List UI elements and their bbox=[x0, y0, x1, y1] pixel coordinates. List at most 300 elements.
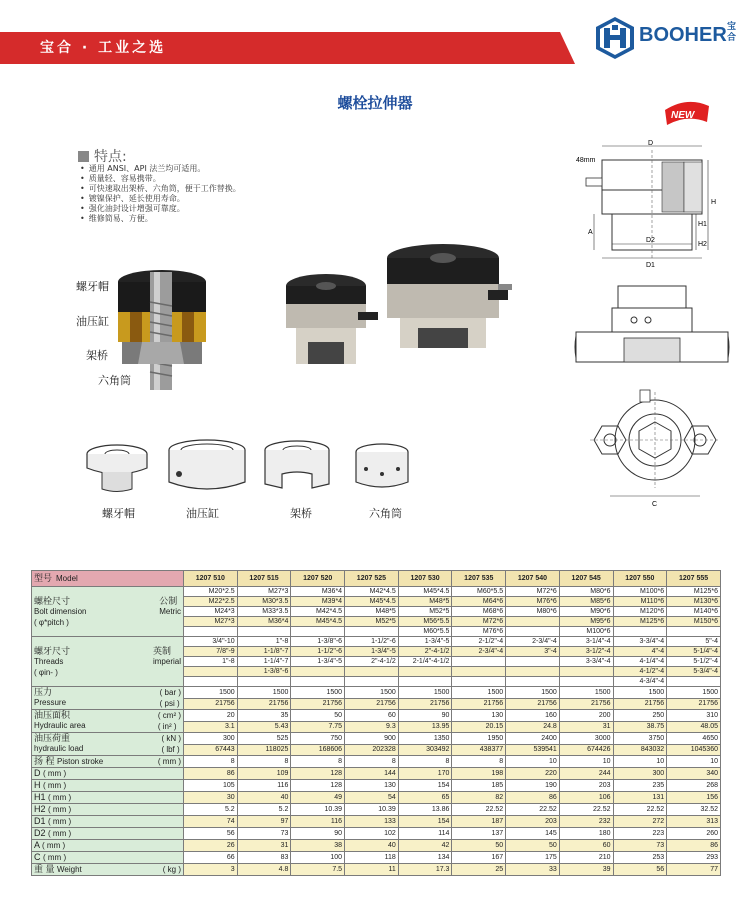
row-label: H ( mm ) bbox=[32, 780, 184, 792]
table-cell: 128 bbox=[291, 768, 345, 780]
model-column-header: 1207 515 bbox=[237, 571, 291, 587]
table-cell: M130*6 bbox=[667, 597, 721, 607]
table-cell: 20.15 bbox=[452, 721, 506, 733]
table-cell bbox=[184, 677, 238, 687]
table-cell: M72*6 bbox=[452, 617, 506, 627]
table-header-row bbox=[32, 571, 721, 587]
table-cell: 7.5 bbox=[291, 864, 345, 876]
table-cell: M52*5 bbox=[345, 617, 399, 627]
table-cell: 187 bbox=[452, 816, 506, 828]
table-cell: 118 bbox=[345, 852, 399, 864]
table-cell bbox=[345, 667, 399, 677]
table-cell: 180 bbox=[559, 828, 613, 840]
table-cell: 1045360 bbox=[667, 744, 721, 756]
table-cell: 3"-4 bbox=[506, 647, 560, 657]
table-cell: 60 bbox=[559, 840, 613, 852]
table-cell: 8 bbox=[398, 756, 452, 768]
table-cell: M60*5.5 bbox=[398, 627, 452, 637]
booher-logo-icon bbox=[593, 16, 637, 60]
table-cell: 1"-8 bbox=[184, 657, 238, 667]
table-cell: M39*4 bbox=[291, 597, 345, 607]
table-cell: M125*6 bbox=[613, 617, 667, 627]
table-row bbox=[32, 828, 721, 840]
table-cell bbox=[237, 627, 291, 637]
table-cell: 50 bbox=[291, 710, 345, 722]
table-cell: 750 bbox=[291, 733, 345, 745]
table-cell: 21756 bbox=[345, 698, 399, 710]
table-cell bbox=[184, 627, 238, 637]
table-cell bbox=[613, 627, 667, 637]
table-row bbox=[32, 792, 721, 804]
feature-item: • 质量轻、容易携带。 bbox=[80, 174, 241, 184]
table-cell: M24*3 bbox=[184, 607, 238, 617]
table-cell: 4.8 bbox=[237, 864, 291, 876]
row-label: ( cm² ) ( in² ) 油压面积 Hydraulic area bbox=[32, 710, 184, 733]
plan-drawing bbox=[570, 384, 740, 514]
table-cell: M48*5 bbox=[398, 597, 452, 607]
row-label: D2 ( mm ) bbox=[32, 828, 184, 840]
table-cell: M27*3 bbox=[237, 587, 291, 597]
table-cell: 244 bbox=[559, 768, 613, 780]
row-label: ( bar ) ( psi ) 压力 Pressure bbox=[32, 687, 184, 710]
table-cell: 35 bbox=[237, 710, 291, 722]
table-cell: 8 bbox=[291, 756, 345, 768]
table-row bbox=[32, 864, 721, 876]
table-cell: 25 bbox=[452, 864, 506, 876]
table-row bbox=[32, 768, 721, 780]
table-cell: 90 bbox=[291, 828, 345, 840]
table-cell: 4-3/4"-4 bbox=[613, 677, 667, 687]
table-row bbox=[32, 756, 721, 768]
table-cell: 131 bbox=[613, 792, 667, 804]
section-drawing bbox=[572, 140, 732, 270]
table-cell: 156 bbox=[667, 792, 721, 804]
table-cell: 168606 bbox=[291, 744, 345, 756]
table-cell: M140*6 bbox=[667, 607, 721, 617]
table-cell: 1-1/4"-7 bbox=[237, 657, 291, 667]
table-cell: 3-3/4"-4 bbox=[613, 637, 667, 647]
table-cell: M100*6 bbox=[613, 587, 667, 597]
table-cell bbox=[237, 677, 291, 687]
table-cell: 130 bbox=[452, 710, 506, 722]
table-cell: 200 bbox=[559, 710, 613, 722]
table-cell: 1500 bbox=[345, 687, 399, 699]
table-cell: 90 bbox=[398, 710, 452, 722]
table-cell: 86 bbox=[506, 792, 560, 804]
table-row bbox=[32, 816, 721, 828]
table-cell: 50 bbox=[452, 840, 506, 852]
table-cell: 56 bbox=[184, 828, 238, 840]
table-cell: 42 bbox=[398, 840, 452, 852]
table-cell: 340 bbox=[667, 768, 721, 780]
table-cell bbox=[345, 627, 399, 637]
table-cell: 10 bbox=[667, 756, 721, 768]
table-cell: 26 bbox=[184, 840, 238, 852]
new-badge-icon bbox=[662, 98, 712, 128]
features-title: 特点: bbox=[78, 146, 127, 166]
table-cell: 56 bbox=[613, 864, 667, 876]
feature-item: • 可快速取出架桥、六角筒，便于工作替换。 bbox=[80, 184, 241, 194]
table-cell: 116 bbox=[237, 780, 291, 792]
table-cell: M110*6 bbox=[613, 597, 667, 607]
table-cell: M72*6 bbox=[506, 587, 560, 597]
table-cell: 250 bbox=[613, 710, 667, 722]
table-cell: M45*4.5 bbox=[398, 587, 452, 597]
table-cell: 3 bbox=[184, 864, 238, 876]
table-cell bbox=[398, 667, 452, 677]
row-label: ( kN ) ( lbf ) 油压荷重 hydraulic load bbox=[32, 733, 184, 756]
table-cell: 2-3/4"-4 bbox=[452, 647, 506, 657]
table-cell: M33*3.5 bbox=[237, 607, 291, 617]
table-cell: 1-1/8"-7 bbox=[237, 647, 291, 657]
table-cell: 114 bbox=[398, 828, 452, 840]
table-cell: M45*4.5 bbox=[291, 617, 345, 627]
part-label-cylinder: 油压缸 bbox=[186, 507, 219, 520]
table-cell: 5-1/2"-4 bbox=[667, 657, 721, 667]
model-column-header: 1207 510 bbox=[184, 571, 238, 587]
table-cell: 272 bbox=[613, 816, 667, 828]
table-cell: 4-1/4"-4 bbox=[613, 657, 667, 667]
table-cell: 10 bbox=[559, 756, 613, 768]
table-cell bbox=[506, 657, 560, 667]
table-cell: 54 bbox=[345, 792, 399, 804]
table-cell: 5"-4 bbox=[667, 637, 721, 647]
table-cell: 97 bbox=[237, 816, 291, 828]
table-cell: 198 bbox=[452, 768, 506, 780]
table-cell: 3-1/4"-4 bbox=[559, 637, 613, 647]
table-row bbox=[32, 780, 721, 792]
table-cell bbox=[398, 677, 452, 687]
table-cell: 900 bbox=[345, 733, 399, 745]
table-cell: M80*6 bbox=[559, 587, 613, 597]
table-cell: 253 bbox=[613, 852, 667, 864]
table-cell: 1-1/2"-6 bbox=[291, 647, 345, 657]
table-cell bbox=[291, 677, 345, 687]
table-cell: 160 bbox=[506, 710, 560, 722]
table-cell: M27*3 bbox=[184, 617, 238, 627]
table-cell: 300 bbox=[184, 733, 238, 745]
table-cell: 116 bbox=[291, 816, 345, 828]
table-cell: 60 bbox=[345, 710, 399, 722]
table-cell: 8 bbox=[452, 756, 506, 768]
spec-table bbox=[31, 570, 721, 876]
table-cell: 30 bbox=[184, 792, 238, 804]
table-cell: 1500 bbox=[237, 687, 291, 699]
components-image bbox=[82, 434, 412, 504]
table-cell: 106 bbox=[559, 792, 613, 804]
table-row bbox=[32, 733, 721, 745]
table-cell: 7.75 bbox=[291, 721, 345, 733]
table-cell: 31 bbox=[237, 840, 291, 852]
table-cell: 3/4"-10 bbox=[184, 637, 238, 647]
table-cell: 11 bbox=[345, 864, 399, 876]
table-cell: 118025 bbox=[237, 744, 291, 756]
table-cell: 190 bbox=[506, 780, 560, 792]
table-cell: 145 bbox=[506, 828, 560, 840]
table-cell: M42*4.5 bbox=[291, 607, 345, 617]
table-row bbox=[32, 637, 721, 647]
table-cell: 5-3/4"-4 bbox=[667, 667, 721, 677]
table-cell: 170 bbox=[398, 768, 452, 780]
table-cell: 5.43 bbox=[237, 721, 291, 733]
table-cell: 2-3/4"-4 bbox=[506, 637, 560, 647]
table-cell: 154 bbox=[398, 780, 452, 792]
table-cell: 7/8"-9 bbox=[184, 647, 238, 657]
table-cell: 83 bbox=[237, 852, 291, 864]
table-cell: M20*2.5 bbox=[184, 587, 238, 597]
svg-text:H2: H2 bbox=[698, 241, 707, 248]
table-row bbox=[32, 840, 721, 852]
svg-text:H1: H1 bbox=[698, 221, 707, 228]
table-cell bbox=[506, 677, 560, 687]
table-cell: 203 bbox=[506, 816, 560, 828]
table-cell: 77 bbox=[667, 864, 721, 876]
table-cell bbox=[667, 627, 721, 637]
table-cell: M95*6 bbox=[559, 617, 613, 627]
part-label-nut: 螺牙帽 bbox=[102, 507, 135, 520]
table-cell: 5.2 bbox=[184, 804, 238, 816]
table-cell: 21756 bbox=[667, 698, 721, 710]
new-badge-text: NEW bbox=[671, 110, 695, 121]
table-cell bbox=[506, 617, 560, 627]
table-cell: 1500 bbox=[184, 687, 238, 699]
table-cell: 4-1/2"-4 bbox=[613, 667, 667, 677]
table-cell: 39 bbox=[559, 864, 613, 876]
table-cell: 3-1/2"-4 bbox=[559, 647, 613, 657]
table-cell: 1-3/8"-6 bbox=[291, 637, 345, 647]
table-cell: 21756 bbox=[184, 698, 238, 710]
row-label: 英制 imperial 螺牙尺寸 Threads ( φin- ) bbox=[32, 637, 184, 687]
table-cell: 20 bbox=[184, 710, 238, 722]
table-cell: M48*5 bbox=[345, 607, 399, 617]
table-cell bbox=[452, 657, 506, 667]
table-row bbox=[32, 587, 721, 597]
table-cell bbox=[559, 667, 613, 677]
table-cell: 300 bbox=[613, 768, 667, 780]
part-label-bridge: 架桥 bbox=[290, 507, 312, 520]
table-row bbox=[32, 710, 721, 722]
table-cell: 175 bbox=[506, 852, 560, 864]
table-cell: 38.75 bbox=[613, 721, 667, 733]
table-row bbox=[32, 687, 721, 699]
table-cell bbox=[506, 667, 560, 677]
table-cell: M52*5 bbox=[398, 607, 452, 617]
table-cell: 137 bbox=[452, 828, 506, 840]
table-cell: 74 bbox=[184, 816, 238, 828]
table-cell: 17.3 bbox=[398, 864, 452, 876]
table-cell: 235 bbox=[613, 780, 667, 792]
table-cell: 223 bbox=[613, 828, 667, 840]
table-cell: M85*6 bbox=[559, 597, 613, 607]
model-column-header: 1207 555 bbox=[667, 571, 721, 587]
row-label: D1 ( mm ) bbox=[32, 816, 184, 828]
table-row bbox=[32, 804, 721, 816]
table-cell: 154 bbox=[398, 816, 452, 828]
table-cell: M36*4 bbox=[291, 587, 345, 597]
table-cell: 1500 bbox=[452, 687, 506, 699]
model-column-header: 1207 520 bbox=[291, 571, 345, 587]
table-cell: 185 bbox=[452, 780, 506, 792]
table-cell: 73 bbox=[237, 828, 291, 840]
table-cell: 1-3/4"-5 bbox=[345, 647, 399, 657]
table-cell: 49 bbox=[291, 792, 345, 804]
tensioners-product-image bbox=[278, 244, 523, 374]
table-cell: 220 bbox=[506, 768, 560, 780]
cutaway-label-nut: 螺牙帽 bbox=[76, 280, 109, 293]
table-cell: 21756 bbox=[559, 698, 613, 710]
table-cell: 13.86 bbox=[398, 804, 452, 816]
model-column-header: 1207 545 bbox=[559, 571, 613, 587]
table-cell: 8 bbox=[237, 756, 291, 768]
table-cell: 21756 bbox=[452, 698, 506, 710]
table-cell: 22.52 bbox=[506, 804, 560, 816]
table-cell bbox=[452, 667, 506, 677]
table-cell: 260 bbox=[667, 828, 721, 840]
table-cell: 313 bbox=[667, 816, 721, 828]
table-cell: M80*6 bbox=[506, 607, 560, 617]
table-cell: M120*6 bbox=[613, 607, 667, 617]
svg-text:C: C bbox=[652, 501, 658, 508]
table-cell: 202328 bbox=[345, 744, 399, 756]
table-cell: 105 bbox=[184, 780, 238, 792]
table-cell: M76*6 bbox=[452, 627, 506, 637]
table-cell: M22*2.5 bbox=[184, 597, 238, 607]
table-cell: 1500 bbox=[506, 687, 560, 699]
model-column-header: 1207 530 bbox=[398, 571, 452, 587]
elevation-drawing bbox=[572, 282, 732, 372]
table-cell: 303492 bbox=[398, 744, 452, 756]
table-cell: 66 bbox=[184, 852, 238, 864]
brand-name: BOOHER bbox=[639, 24, 727, 46]
table-cell: 9.3 bbox=[345, 721, 399, 733]
table-cell: 5.2 bbox=[237, 804, 291, 816]
table-cell: 167 bbox=[452, 852, 506, 864]
table-cell: 102 bbox=[345, 828, 399, 840]
table-cell: 82 bbox=[452, 792, 506, 804]
table-cell: 33 bbox=[506, 864, 560, 876]
table-cell: 310 bbox=[667, 710, 721, 722]
cutaway-label-socket: 六角筒 bbox=[98, 374, 131, 387]
table-cell: 674426 bbox=[559, 744, 613, 756]
table-cell: 10 bbox=[506, 756, 560, 768]
model-column-header: 1207 540 bbox=[506, 571, 560, 587]
table-cell: 2"-4-1/2 bbox=[345, 657, 399, 667]
svg-text:48mm: 48mm bbox=[576, 157, 596, 164]
table-cell: 133 bbox=[345, 816, 399, 828]
table-cell: 1500 bbox=[559, 687, 613, 699]
feature-item: • 强化油封设计增强可靠度。 bbox=[80, 204, 241, 214]
svg-text:D1: D1 bbox=[646, 262, 655, 269]
table-cell: 67443 bbox=[184, 744, 238, 756]
table-cell: 144 bbox=[345, 768, 399, 780]
table-cell: 40 bbox=[237, 792, 291, 804]
table-cell: 1-3/4"-5 bbox=[398, 637, 452, 647]
table-cell: 1500 bbox=[667, 687, 721, 699]
table-cell: 21756 bbox=[291, 698, 345, 710]
table-cell: 1950 bbox=[452, 733, 506, 745]
table-cell: M68*6 bbox=[452, 607, 506, 617]
row-label: ( kg ) 重 量 Weight bbox=[32, 864, 184, 876]
table-cell: 438377 bbox=[452, 744, 506, 756]
model-column-header: 1207 535 bbox=[452, 571, 506, 587]
page-title: 螺栓拉伸器 bbox=[337, 94, 413, 112]
row-label: H1 ( mm ) bbox=[32, 792, 184, 804]
table-cell: 843032 bbox=[613, 744, 667, 756]
table-cell: 3-3/4"-4 bbox=[559, 657, 613, 667]
table-cell: 293 bbox=[667, 852, 721, 864]
table-cell: 525 bbox=[237, 733, 291, 745]
table-cell: 48.05 bbox=[667, 721, 721, 733]
table-cell: 8 bbox=[345, 756, 399, 768]
svg-text:D: D bbox=[648, 140, 654, 147]
table-cell: 2"-4-1/2 bbox=[398, 647, 452, 657]
table-cell: 3000 bbox=[559, 733, 613, 745]
row-label: D ( mm ) bbox=[32, 768, 184, 780]
table-cell: 22.52 bbox=[559, 804, 613, 816]
model-column-header: 1207 525 bbox=[345, 571, 399, 587]
table-cell: 4650 bbox=[667, 733, 721, 745]
brand-logo[interactable] bbox=[593, 16, 743, 60]
table-cell bbox=[506, 627, 560, 637]
table-cell: M64*6 bbox=[452, 597, 506, 607]
table-cell: 1-3/8"-6 bbox=[237, 667, 291, 677]
table-cell: 539541 bbox=[506, 744, 560, 756]
table-cell: 1500 bbox=[613, 687, 667, 699]
table-cell: 32.52 bbox=[667, 804, 721, 816]
table-cell: 10.39 bbox=[345, 804, 399, 816]
table-cell: 24.8 bbox=[506, 721, 560, 733]
table-cell: 5-1/4"-4 bbox=[667, 647, 721, 657]
table-cell: 268 bbox=[667, 780, 721, 792]
table-cell: 2-1/2"-4 bbox=[452, 637, 506, 647]
table-cell: 86 bbox=[667, 840, 721, 852]
table-cell: 73 bbox=[613, 840, 667, 852]
table-cell: 232 bbox=[559, 816, 613, 828]
table-cell bbox=[345, 677, 399, 687]
table-cell: 134 bbox=[398, 852, 452, 864]
model-column-header: 1207 550 bbox=[613, 571, 667, 587]
table-cell bbox=[291, 667, 345, 677]
table-cell: 1350 bbox=[398, 733, 452, 745]
table-cell: 3.1 bbox=[184, 721, 238, 733]
table-cell: 1"-8 bbox=[237, 637, 291, 647]
table-cell: 50 bbox=[506, 840, 560, 852]
table-cell: 203 bbox=[559, 780, 613, 792]
table-cell: 10 bbox=[613, 756, 667, 768]
table-cell: M150*6 bbox=[667, 617, 721, 627]
table-cell: 130 bbox=[345, 780, 399, 792]
table-cell: M56*5.5 bbox=[398, 617, 452, 627]
table-cell: 1-3/4"-5 bbox=[291, 657, 345, 667]
table-cell bbox=[452, 677, 506, 687]
table-cell: 210 bbox=[559, 852, 613, 864]
table-cell: 13.95 bbox=[398, 721, 452, 733]
model-header: 型号 Model bbox=[32, 571, 184, 587]
table-row bbox=[32, 852, 721, 864]
cutaway-label-bridge: 架桥 bbox=[86, 349, 108, 362]
table-cell bbox=[667, 677, 721, 687]
table-cell: 3750 bbox=[613, 733, 667, 745]
table-cell: 2400 bbox=[506, 733, 560, 745]
table-cell: 38 bbox=[291, 840, 345, 852]
cutaway-label-cylinder: 油压缸 bbox=[76, 315, 109, 328]
square-bullet-icon bbox=[78, 151, 89, 162]
table-cell: M45*4.5 bbox=[345, 597, 399, 607]
feature-item: • 维修简易、方便。 bbox=[80, 214, 241, 224]
table-cell: 1500 bbox=[291, 687, 345, 699]
svg-text:A: A bbox=[588, 229, 593, 236]
table-cell: M30*3.5 bbox=[237, 597, 291, 607]
